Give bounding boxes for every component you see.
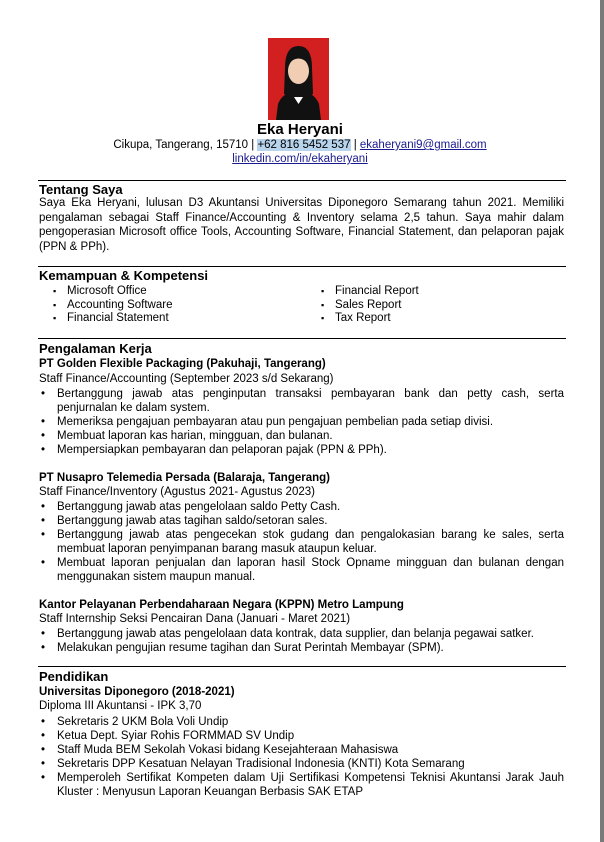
portrait-illustration (268, 38, 329, 120)
section-divider (38, 338, 566, 339)
skill-item: ▪ Microsoft Office (53, 285, 172, 299)
linkedin-link[interactable]: linkedin.com/in/ekaheryani (232, 153, 368, 165)
list-item: • Mempersiapkan pembayaran dan pelaporan pajak (PPN & PPh). (39, 443, 564, 457)
education-school: Universitas Diponegoro (2018-2021) (39, 686, 235, 698)
skills-right-column (321, 285, 419, 326)
skill-item: ▪ Sales Report (321, 299, 419, 313)
job-duties-list (39, 627, 564, 655)
job-company: PT Golden Flexible Packaging (Pakuhaji, Tangerang) (39, 358, 326, 370)
list-item: • Melakukan pengujian resume tagihan dan Surat Perintah Membayar (SPM). (39, 641, 564, 655)
location-text: Cikupa, Tangerang, 15710 | (113, 139, 258, 151)
list-item: • Memeriksa pengajuan pembayaran atau pun pengajuan pembelian pada setiap divisi. (39, 415, 564, 429)
skill-item: ▪ Financial Statement (53, 312, 172, 326)
experience-section-title: Pengalaman Kerja (39, 341, 152, 356)
candidate-name: Eka Heryani (257, 121, 343, 138)
list-item: • Membuat laporan kas harian, mingguan, dan bulanan. (39, 429, 564, 443)
list-item: • Ketua Dept. Syiar Rohis FORMMAD SV Undip (39, 729, 564, 743)
skill-item: ▪ Financial Report (321, 285, 419, 299)
section-divider (38, 666, 566, 667)
job-role: Staff Finance/Accounting (September 2023 s/d Sekarang) (39, 373, 334, 385)
job-duties-list (39, 500, 564, 584)
list-item: • Staff Muda BEM Sekolah Vokasi bidang Kesejahteraan Mahasiswa (39, 743, 564, 757)
list-item: • Sekretaris DPP Kesatuan Nelayan Tradisional Indonesia (KNTI) Kota Semarang (39, 757, 564, 771)
education-degree: Diploma III Akuntansi - IPK 3,70 (39, 700, 202, 712)
education-activities-list (39, 715, 564, 799)
about-paragraph: Saya Eka Heryani, lulusan D3 Akuntansi Universitas Diponegoro Semarang tahun 2021. Memiliki pengalaman sebagai Staff Finance/Accounting & Inventory selama 2,5 tahun. Saya mahir dalam pengoperasian Microsoft office Tools, Accounting Software, Financial Statement, dan pelaporan pajak (PPN & PPh). (39, 197, 564, 253)
list-item: • Bertanggung jawab atas pengecekan stok gudang dan pengalokasian barang ke sales, serta membuat laporan penyimpanan barang masuk ataupun keluar. (39, 528, 564, 556)
education-section-title: Pendidikan (39, 669, 109, 684)
list-item: • Bertanggung jawab atas tagihan saldo/setoran sales. (39, 514, 564, 528)
section-divider (38, 180, 566, 181)
job-role: Staff Finance/Inventory (Agustus 2021- Agustus 2023) (39, 486, 315, 498)
email-link[interactable]: ekaheryani9@gmail.com (359, 139, 487, 151)
skills-section-title: Kemampuan & Kompetensi (39, 268, 209, 283)
skill-item: ▪ Accounting Software (53, 299, 172, 313)
list-item: • Sekretaris 2 UKM Bola Voli Undip (39, 715, 564, 729)
skill-item: ▪ Tax Report (321, 312, 419, 326)
page-edge-shadow (600, 0, 604, 842)
list-item: • Memperoleh Sertifikat Kompeten dalam Uji Sertifikasi Kompetensi Teknisi Akuntansi Jarak Jauh Kluster : Menyusun Laporan Keuangan Berbasis SAK ETAP (39, 771, 564, 799)
skills-left-column (53, 285, 172, 326)
list-item: • Bertanggung jawab atas penginputan transaksi pembayaran bank dan petty cash, serta penjurnalan ke dalam system. (39, 387, 564, 415)
job-company: Kantor Pelayanan Perbendaharaan Negara (KPPN) Metro Lampung (39, 599, 404, 611)
job-company: PT Nusapro Telemedia Persada (Balaraja, Tangerang) (39, 472, 331, 484)
section-divider (38, 266, 566, 267)
job-duties-list (39, 387, 564, 457)
list-item: • Bertanggung jawab atas pengelolaan saldo Petty Cash. (39, 500, 564, 514)
list-item: • Membuat laporan penjualan dan laporan hasil Stock Opname mingguan dan bulanan dengan menggunakan sistem maupun manual. (39, 556, 564, 584)
list-item: • Bertanggung jawab atas pengelolaan data kontrak, data supplier, dan belanja pegawai satker. (39, 627, 564, 641)
contact-line (0, 139, 600, 151)
job-role: Staff Internship Seksi Pencairan Dana (Januari - Maret 2021) (39, 613, 351, 625)
phone-number[interactable]: +62 816 5452 537 (257, 139, 351, 151)
about-section-title: Tentang Saya (39, 182, 123, 197)
profile-photo (268, 38, 329, 120)
contact-separator: | (350, 139, 360, 151)
